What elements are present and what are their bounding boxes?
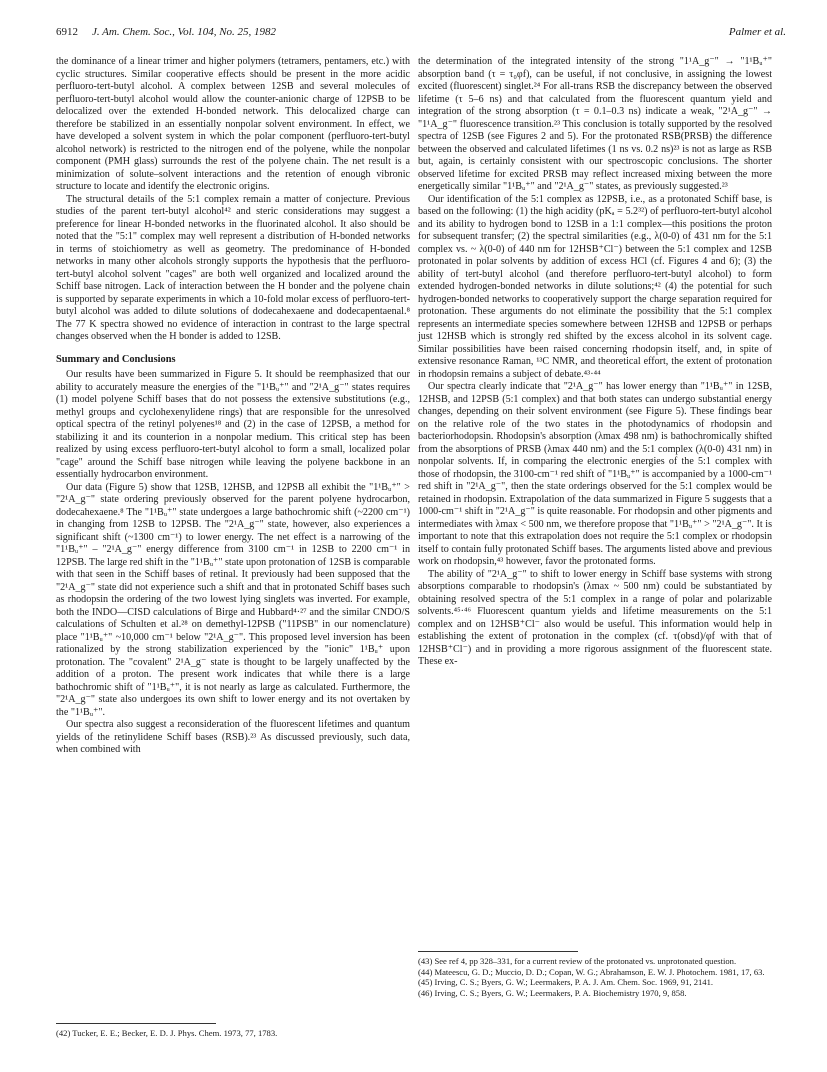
footnote-rule: [56, 1023, 216, 1024]
footnote: (44) Mateescu, G. D.; Muccio, D. D.; Copan, W. G.; Abrahamson, E. W. J. Photochem. 1981, 17, 63.: [418, 966, 765, 977]
paragraph: Our identification of the 5:1 complex as 12PSB, i.e., as a protonated Schiff base, is based on the following: (1) the high acidity (pKₐ = 5.2³²) of perfluoro-tert-butyl alcohol and its ability to hydrogen bond to 12SB in a 1:1 complex—this positions the proton for subsequent transfer; (2) the spectral similarities (e.g., λ(0-0) of 431 nm for the 5:1 complex vs. ~ λ(0-0) of 440 nm for 12HSB⁺Cl⁻) between the 5:1 complex and 12SB protonated in polar solvents by addition of excess HCl (cf. Figures 4 and 6); (3) the ability of tert-butyl alcohol (and therefore perfluoro-tert-butyl alcohol) to form extended hydrogen-bonded networks in dilute solutions;⁴² (4) the potential for such hydrogen-bonded networks to cooperatively support the charge separation required for protonation. These arguments do not eliminate the possibility that the 5:1 complex represents an intermediate species somewhere between 12HSB and 12PSB or perhaps just 12HSB which is strongly red shifted by the excess alcohol in its solvent cage. Similar possibilities have been raised concerning rhodopsin itself, and, in spite of extensive resonance Raman, ¹³C NMR, and theoretical effort, the extent of protonation in rhodopsin remains a subject of debate.⁴³·⁴⁴: [418, 193, 772, 380]
footnotes-right: [418, 951, 772, 998]
running-header: [56, 26, 786, 42]
footnote: (42) Tucker, E. E.; Becker, E. D. J. Phys. Chem. 1973, 77, 1783.: [56, 1028, 278, 1038]
section-heading: Summary and Conclusions: [56, 353, 176, 365]
paragraph: The ability of "2¹A_g⁻" to shift to lower energy in Schiff base systems with strong absorptions comparable to rhodopsin's (λmax ~ 500 nm) could be substantiated by obtaining resolved spectra of the 5:1 complex in a range of polar and polarizable solvents.⁴⁵·⁴⁶ Fluorescent quantum yields and lifetime measurements on the 5:1 complex and on 12HSB⁺Cl⁻ also would be useful. This information would help in establishing the extent of protonation in the complex (cf. τ(obsd)/φf with that of 12HSB⁺Cl⁻) and in providing a more rigorous assignment of the fluorescent state. These ex-: [418, 568, 772, 667]
right-column: [418, 56, 772, 669]
footnotes-left: [56, 1023, 410, 1039]
paragraph: Our results have been summarized in Figure 5. It should be reemphasized that our ability to accurately measure the energies of the "1¹Bᵤ⁺" and "2¹A_g⁻" states requires (1) model polyene Schiff bases that do not possess the extensive substitutions (e.g., methyl groups and cyclohexenylidene rings) that are responsible for the unresolved optical spectra of the retinyl polyenes¹⁸ and (2) in the case of 12PSB, a method for stabilizing it and its counterion in a nonpolar medium. This critical step has been realized by using excess perfluoro-tert-butyl alcohol to form a small, localized polar "cage" around the Schiff base nitrogen while leaving the polyene backbone in an essentially hydrocarbon environment.: [56, 369, 410, 480]
running-author: Palmer et al.: [728, 26, 786, 38]
paragraph: the dominance of a linear trimer and higher polymers (tetramers, pentamers, etc.) with cyclic structures. Similar cooperative effects should be present in the more acidic perfluoro-tert-butyl alcohol. A complex between 12SB and several molecules of perfluoro-tert-butyl alcohol would allow the counter-anionic charge of 12PSB to be delocalized over the extended H-bonded network. This delocalized charge can therefore be stabilized in an essentially nonpolar solvent environment. In effect, we have developed a solvent system in which the polar component (perfluoro-tert-butyl alcohol network) is restricted to the nitrogen end of the polyene, while the nonpolar component (PMH glass) surrounds the rest of the polyene chain. The net result is a minimization of solute–solvent interactions and the retention of enough vibronic structure to locate and identify the electronic origins.: [56, 56, 410, 192]
paragraph: Our spectra also suggest a reconsideration of the fluorescent lifetimes and quantum yields of the retinylidene Schiff bases (RSB).²³ As discussed previously, such data, when combined with: [56, 719, 410, 755]
journal-citation: J. Am. Chem. Soc., Vol. 104, No. 25, 1982: [92, 26, 277, 38]
paragraph: Our data (Figure 5) show that 12SB, 12HSB, and 12PSB all exhibit the "1¹Bᵤ⁺" > "2¹A_g⁻" state ordering previously observed for the parent polyene hydrocarbon, dodecahexaene.⁸ The "1¹Bᵤ⁺" state undergoes a large bathochromic shift (~2200 cm⁻¹) in changing from 12SB to 12PSB. The "2¹A_g⁻" state, however, also experiences a significant shift (~1300 cm⁻¹) to lower energy. The net effect is a narrowing of the "1¹Bᵤ⁺" – "2¹A_g⁻" energy difference from 3100 cm⁻¹ in 12SB to 2200 cm⁻¹ in 12PSB. The large red shift in the "1¹Bᵤ⁺" state upon protonation of 12SB is comparable with that seen in the Schiff bases of retinal. It previously had been supposed that the "2¹A_g⁻" state did not experience such a shift and that in protonated Schiff bases such as rhodopsin the ordering of the two lowest lying singlets was inverted. For example, both the INDO—CISD calculations of Birge and Hubbard⁴·²⁷ and the similar CNDO/S calculations of Schulten et al.²⁸ on demethyl-12PSB ("11PSB" in our nomenclature) place "1¹Bᵤ⁺" ~10,000 cm⁻¹ below "2¹A_g⁻". This proposed level inversion has been rationalized by the strong stabilization experienced by the "ionic" 1¹Bᵤ⁺ upon protonation. The "covalent" 2¹A_g⁻ state is thought to be largely unaffected by the addition of a proton. The present work indicates that while there is a large bathochromic shift of "1¹Bᵤ⁺", it is not nearly as large as calculated. Furthermore, the "2¹A_g⁻" state also undergoes its own shift to lower energy and its not overtaken by the "1¹Bᵤ⁺".: [56, 481, 410, 718]
footnote: (46) Irving, C. S.; Byers, G. W.; Leermakers, P. A. Biochemistry 1970, 9, 858.: [418, 987, 687, 998]
footnote: (43) See ref 4, pp 328–331, for a current review of the protonated vs. unprotonated question.: [418, 956, 737, 966]
paragraph: the determination of the integrated intensity of the strong "1¹A_g⁻" → "1¹Bᵤ⁺" absorption band (τ = τ₀φf), can be useful, if not conclusive, in assigning the lowest excited (fluorescent) singlet.²⁴ For all-trans RSB the discrepancy between the observed lifetime (τ 5–6 ns) and that calculated from the fluorescent quantum yield and integration of the strong absorption (τ = 0.1–0.3 ns) indicate a weak, "2¹A_g⁻" → "1¹A_g⁻" fluorescence transition.²³ This conclusion is totally supported by the resolved spectra of 12SB (see Figures 2 and 5). For the protonated RSB(PRSB) the difference between the observed and calculated lifetimes (1 ns vs. 0.2 ns)²³ is not as large as RSB but, again, is certainly consistent with our spectroscopic conclusions. The shorter observed lifetime for excited PRSB may reflect increased mixing between the more energetically similar "1¹Bᵤ⁺" and "2¹A_g⁻" states, as previously suggested.²³: [418, 56, 772, 192]
footnote: (45) Irving, C. S.; Byers, G. W.; Leermakers, P. A. J. Am. Chem. Soc. 1969, 91, 2141.: [418, 977, 714, 988]
paragraph: The structural details of the 5:1 complex remain a matter of conjecture. Previous studies of the parent tert-butyl alcohol⁴² and steric considerations may suggest a preference for linear H-bonded networks in the fluorinated alcohol. It also should be noted that the "5:1" complex may well represent a distribution of H-bonded networks in terms of stoichiometry as well as geometry. The predominance of H-bonded networks in many other alcohols strongly supports the hypothesis that the perfluoro-tert-butyl alcohol solvent "cages" are both well organized and localized around the Schiff base nitrogen. Lack of interaction between the H bonder and the polyene chain is supported by separate experiments in which a 10-fold molar excess of perfluoro-tert-butyl alcohol was added to dilute solutions of dodecahexaene and dodecapentaenal.⁸ The 77 K spectra showed no evidence of interaction in contrast to the large spectral changes observed when the H bonder is added to 12SB.: [56, 193, 410, 342]
left-column: [56, 56, 410, 757]
paragraph: Our spectra clearly indicate that "2¹A_g⁻" has lower energy than "1¹Bᵤ⁺" in 12SB, 12HSB, and 12PSB (5:1 complex) and that both states can undergo substantial energy changes, depending on their solvent environment (see Figure 5). These findings bear on the relative role of the two states in the photodynamics of rhodopsin and bacteriorhodopsin. Rhodopsin's absorption (λmax 498 nm) is bathochromically shifted from the absorptions of PRSB (λmax 440 nm) and the 5:1 complex (λ(0-0) 431 nm) in nonpolar solvents. If, in comparing the electronic energies of the 5:1 complex with those of rhodopsin, the 3100-cm⁻¹ red shift of "1¹Bᵤ⁺" is accompanied by a 1000-cm⁻¹ red shift in "2¹A_g⁻", then the state orderings observed for the 5:1 complex would be retained in rhodopsin. Extrapolation of the data summarized in Figure 5 suggests that a 1000-cm⁻¹ shift in "2¹A_g⁻" is quite reasonable. For rhodopsin and other pigments and intermediates with λmax < 500 nm, we therefore propose that "1¹Bᵤ⁺" > "2¹A_g⁻". It is important to note that this extrapolation does not require the 5:1 complex or rhodopsin itself to contain fully protonated Schiff bases. The arguments listed above and previous work on rhodopsin,⁴³ however, favor the protonated forms.: [418, 381, 772, 567]
footnote-rule: [418, 951, 578, 952]
page-number: 6912: [56, 26, 78, 38]
